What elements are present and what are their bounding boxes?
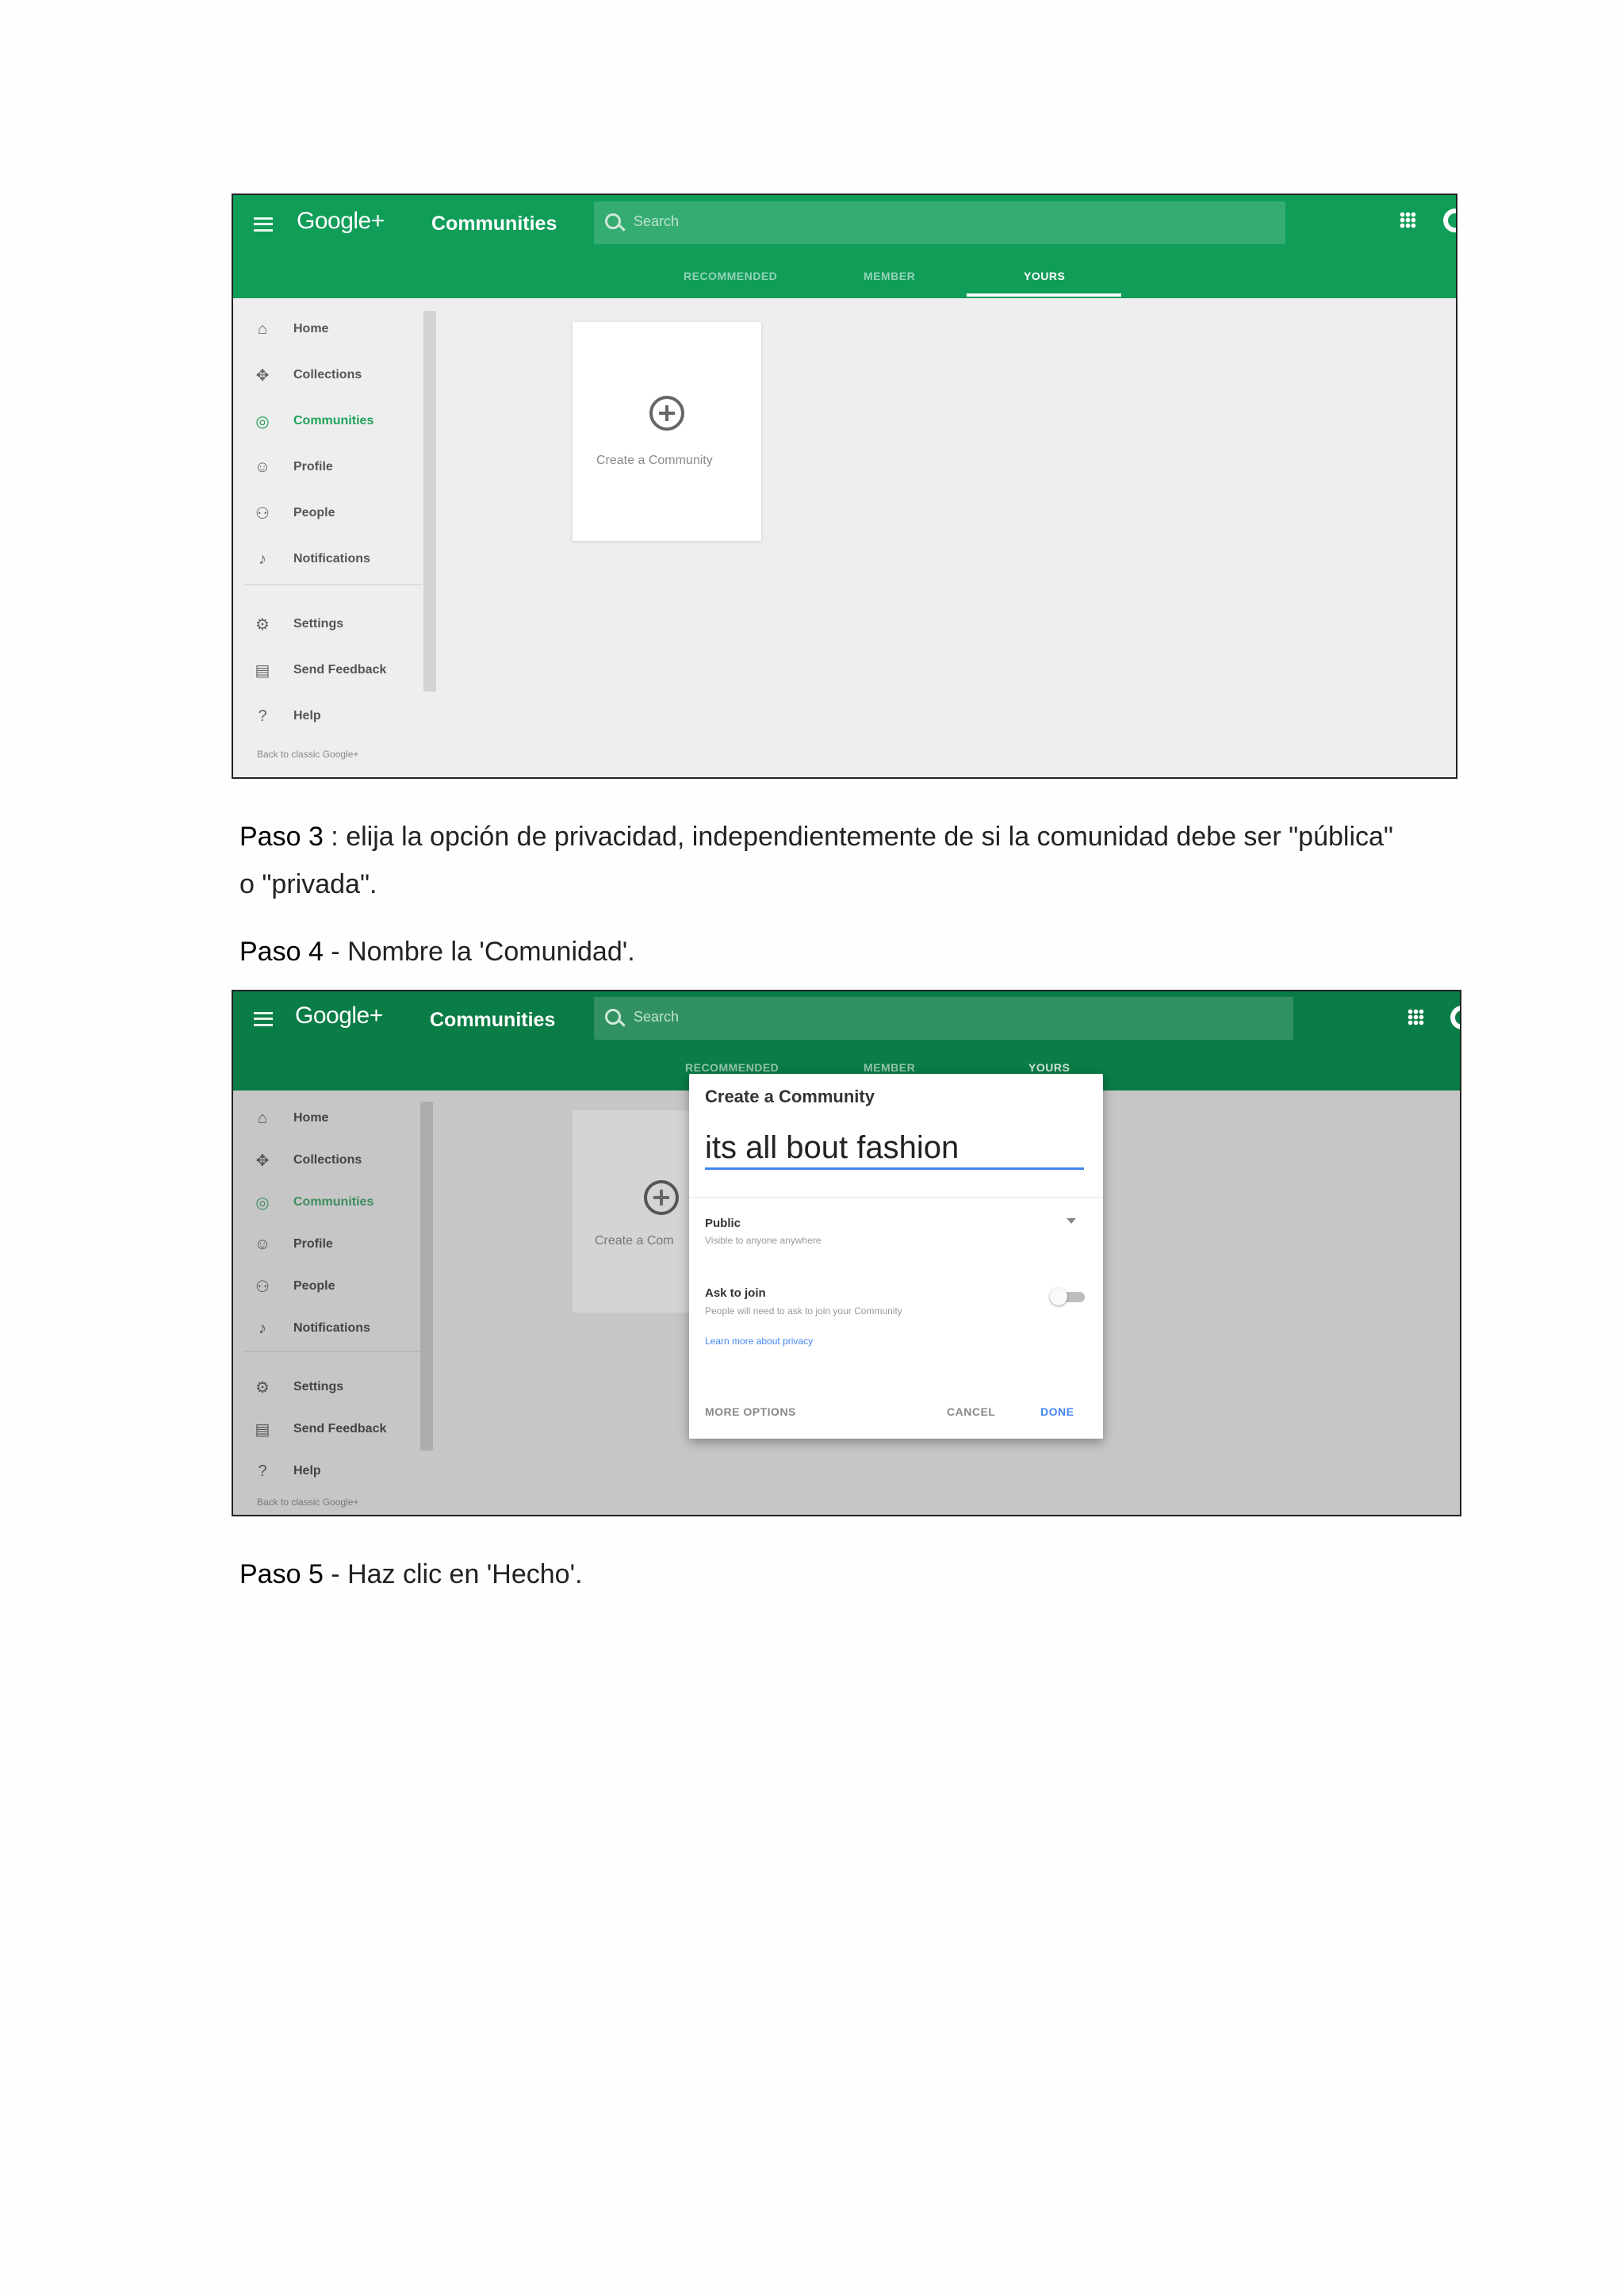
screenshot-create-community-dialog [232, 990, 1461, 1516]
collections-icon: ✥ [255, 366, 270, 385]
gear-icon: ⚙ [255, 1378, 270, 1397]
search-icon [605, 1009, 621, 1025]
sidebar-item-label: Notifications [293, 1321, 370, 1335]
bell-icon: ♪ [259, 550, 266, 568]
sidebar-item-label: Home [293, 1111, 329, 1125]
learn-more-privacy-link[interactable]: Learn more about privacy [705, 1336, 814, 1347]
menu-icon[interactable] [254, 217, 273, 232]
sidebar-item-label: Send Feedback [293, 1422, 387, 1435]
step-4-label: Paso 4 [239, 937, 324, 967]
people-icon: ⚇ [255, 504, 270, 523]
sidebar-item-settings[interactable] [254, 612, 343, 636]
step-3-paragraph [239, 813, 1393, 861]
menu-icon[interactable] [254, 1012, 273, 1026]
sidebar-item-label: People [293, 506, 335, 519]
sidebar-scrollbar[interactable] [423, 311, 436, 692]
bell-icon: ♪ [259, 1319, 266, 1337]
sidebar-item-label: Help [293, 1464, 321, 1478]
privacy-select[interactable] [705, 1217, 1084, 1256]
back-to-classic-link[interactable]: Back to classic Google+ [257, 749, 359, 760]
sidebar-item-send-feedback[interactable] [254, 1417, 386, 1441]
sidebar-item-communities[interactable] [254, 409, 373, 433]
ask-to-join-label: Ask to join [705, 1286, 766, 1300]
add-circle-icon [649, 396, 684, 431]
active-tab-indicator [967, 293, 1121, 297]
sidebar-item-label: Communities [293, 414, 374, 427]
sidebar-item-settings[interactable] [254, 1375, 343, 1399]
nav-divider [244, 584, 423, 585]
sidebar-item-label: Collections [293, 368, 362, 381]
feedback-icon: ▤ [255, 1420, 270, 1439]
sidebar-nav [233, 298, 435, 779]
tab-recommended[interactable]: RECOMMENDED [684, 270, 778, 282]
people-icon: ⚇ [255, 1278, 270, 1296]
sidebar-item-label: Profile [293, 1237, 333, 1251]
help-icon: ? [258, 707, 267, 725]
sidebar-item-communities[interactable] [254, 1190, 373, 1214]
apps-grid-icon[interactable] [1400, 212, 1416, 228]
sidebar-item-home[interactable] [254, 317, 328, 341]
communities-icon: ◎ [255, 1194, 270, 1212]
tab-member[interactable]: MEMBER [864, 270, 916, 282]
tab-yours[interactable]: YOURS [1024, 270, 1066, 282]
sidebar-item-profile[interactable] [254, 455, 333, 479]
brand-logo[interactable]: Google+ [295, 1002, 383, 1029]
back-to-classic-link[interactable]: Back to classic Google+ [257, 1497, 359, 1508]
gear-icon: ⚙ [255, 615, 270, 634]
sidebar-item-send-feedback[interactable] [254, 658, 386, 682]
step-3-text: : elija la opción de privacidad, independientemente de si la comunidad debe ser "pública" [323, 822, 1393, 852]
chevron-down-icon [1067, 1218, 1076, 1224]
step-3-paragraph-line-2 [239, 861, 377, 908]
sidebar-item-label: Collections [293, 1153, 362, 1167]
search-placeholder: Search [634, 213, 680, 229]
app-bar [233, 195, 1456, 298]
sidebar-item-home[interactable] [254, 1106, 328, 1130]
sidebar-item-label: Settings [293, 1380, 344, 1393]
profile-icon: ☺ [254, 458, 271, 476]
create-community-card[interactable] [573, 322, 761, 541]
sidebar-item-people[interactable] [254, 501, 335, 525]
step-4-paragraph [239, 928, 635, 976]
sidebar-item-help[interactable] [254, 704, 321, 728]
sidebar-item-label: Profile [293, 460, 333, 473]
add-circle-icon [644, 1180, 679, 1215]
section-title: Communities [430, 1009, 556, 1031]
sidebar-item-label: Communities [293, 1195, 374, 1209]
sidebar-item-label: Send Feedback [293, 663, 387, 677]
search-input[interactable] [594, 201, 1285, 244]
dialog-divider [689, 1197, 1103, 1198]
ask-to-join-toggle[interactable] [1050, 1288, 1085, 1305]
privacy-value: Public [705, 1217, 741, 1230]
sidebar-item-notifications[interactable] [254, 1317, 370, 1340]
cancel-button[interactable]: CANCEL [947, 1405, 996, 1418]
privacy-description: Visible to anyone anywhere [705, 1235, 822, 1246]
step-5-text: - Haz clic en 'Hecho'. [323, 1559, 583, 1589]
step-3-label: Paso 3 [239, 822, 324, 852]
sidebar-scrollbar[interactable] [420, 1102, 433, 1451]
sidebar-item-profile[interactable] [254, 1232, 333, 1256]
community-name-input[interactable] [705, 1128, 1084, 1170]
sidebar-item-collections[interactable] [254, 1148, 362, 1172]
create-community-label: Create a Com [595, 1234, 674, 1248]
step-5-paragraph [239, 1550, 583, 1598]
step-5-label: Paso 5 [239, 1559, 324, 1589]
sidebar-item-people[interactable] [254, 1274, 335, 1298]
communities-icon: ◎ [255, 412, 270, 431]
collections-icon: ✥ [255, 1152, 270, 1170]
sidebar-item-label: Home [293, 322, 329, 335]
sidebar-item-help[interactable] [254, 1459, 321, 1483]
search-placeholder: Search [634, 1009, 680, 1025]
section-title: Communities [431, 213, 557, 235]
help-icon: ? [258, 1462, 267, 1480]
brand-logo[interactable]: Google+ [297, 208, 385, 234]
search-input[interactable] [594, 997, 1293, 1040]
feedback-icon: ▤ [255, 661, 270, 680]
toggle-knob [1050, 1288, 1067, 1305]
screenshot-communities-yours [232, 194, 1457, 779]
create-community-dialog [689, 1074, 1103, 1439]
nav-divider [244, 1351, 423, 1352]
sidebar-item-label: Notifications [293, 552, 370, 565]
sidebar-item-label: Settings [293, 617, 344, 631]
done-button[interactable]: DONE [1040, 1405, 1074, 1418]
search-icon [605, 213, 621, 229]
sidebar-nav [233, 1091, 435, 1516]
account-avatar-icon[interactable] [1443, 209, 1457, 232]
tab-yours[interactable]: YOURS [1028, 1061, 1071, 1074]
sidebar-item-collections[interactable] [254, 363, 362, 387]
more-options-button[interactable]: MORE OPTIONS [705, 1405, 796, 1418]
profile-icon: ☺ [254, 1235, 271, 1253]
sidebar-item-notifications[interactable] [254, 547, 370, 571]
ask-to-join-description: People will need to ask to join your Community [705, 1305, 902, 1317]
tab-recommended[interactable]: RECOMMENDED [685, 1061, 779, 1074]
dialog-title: Create a Community [705, 1087, 875, 1106]
account-avatar-icon[interactable] [1450, 1006, 1461, 1029]
home-icon: ⌂ [257, 320, 268, 338]
sidebar-item-label: Help [293, 709, 321, 723]
home-icon: ⌂ [257, 1109, 268, 1127]
apps-grid-icon[interactable] [1408, 1009, 1424, 1025]
tab-member[interactable]: MEMBER [864, 1061, 916, 1074]
step-4-text: - Nombre la 'Comunidad'. [323, 937, 635, 967]
create-community-label: Create a Community [596, 454, 713, 467]
sidebar-item-label: People [293, 1279, 335, 1293]
step-3-text-2: o "privada". [239, 869, 377, 899]
